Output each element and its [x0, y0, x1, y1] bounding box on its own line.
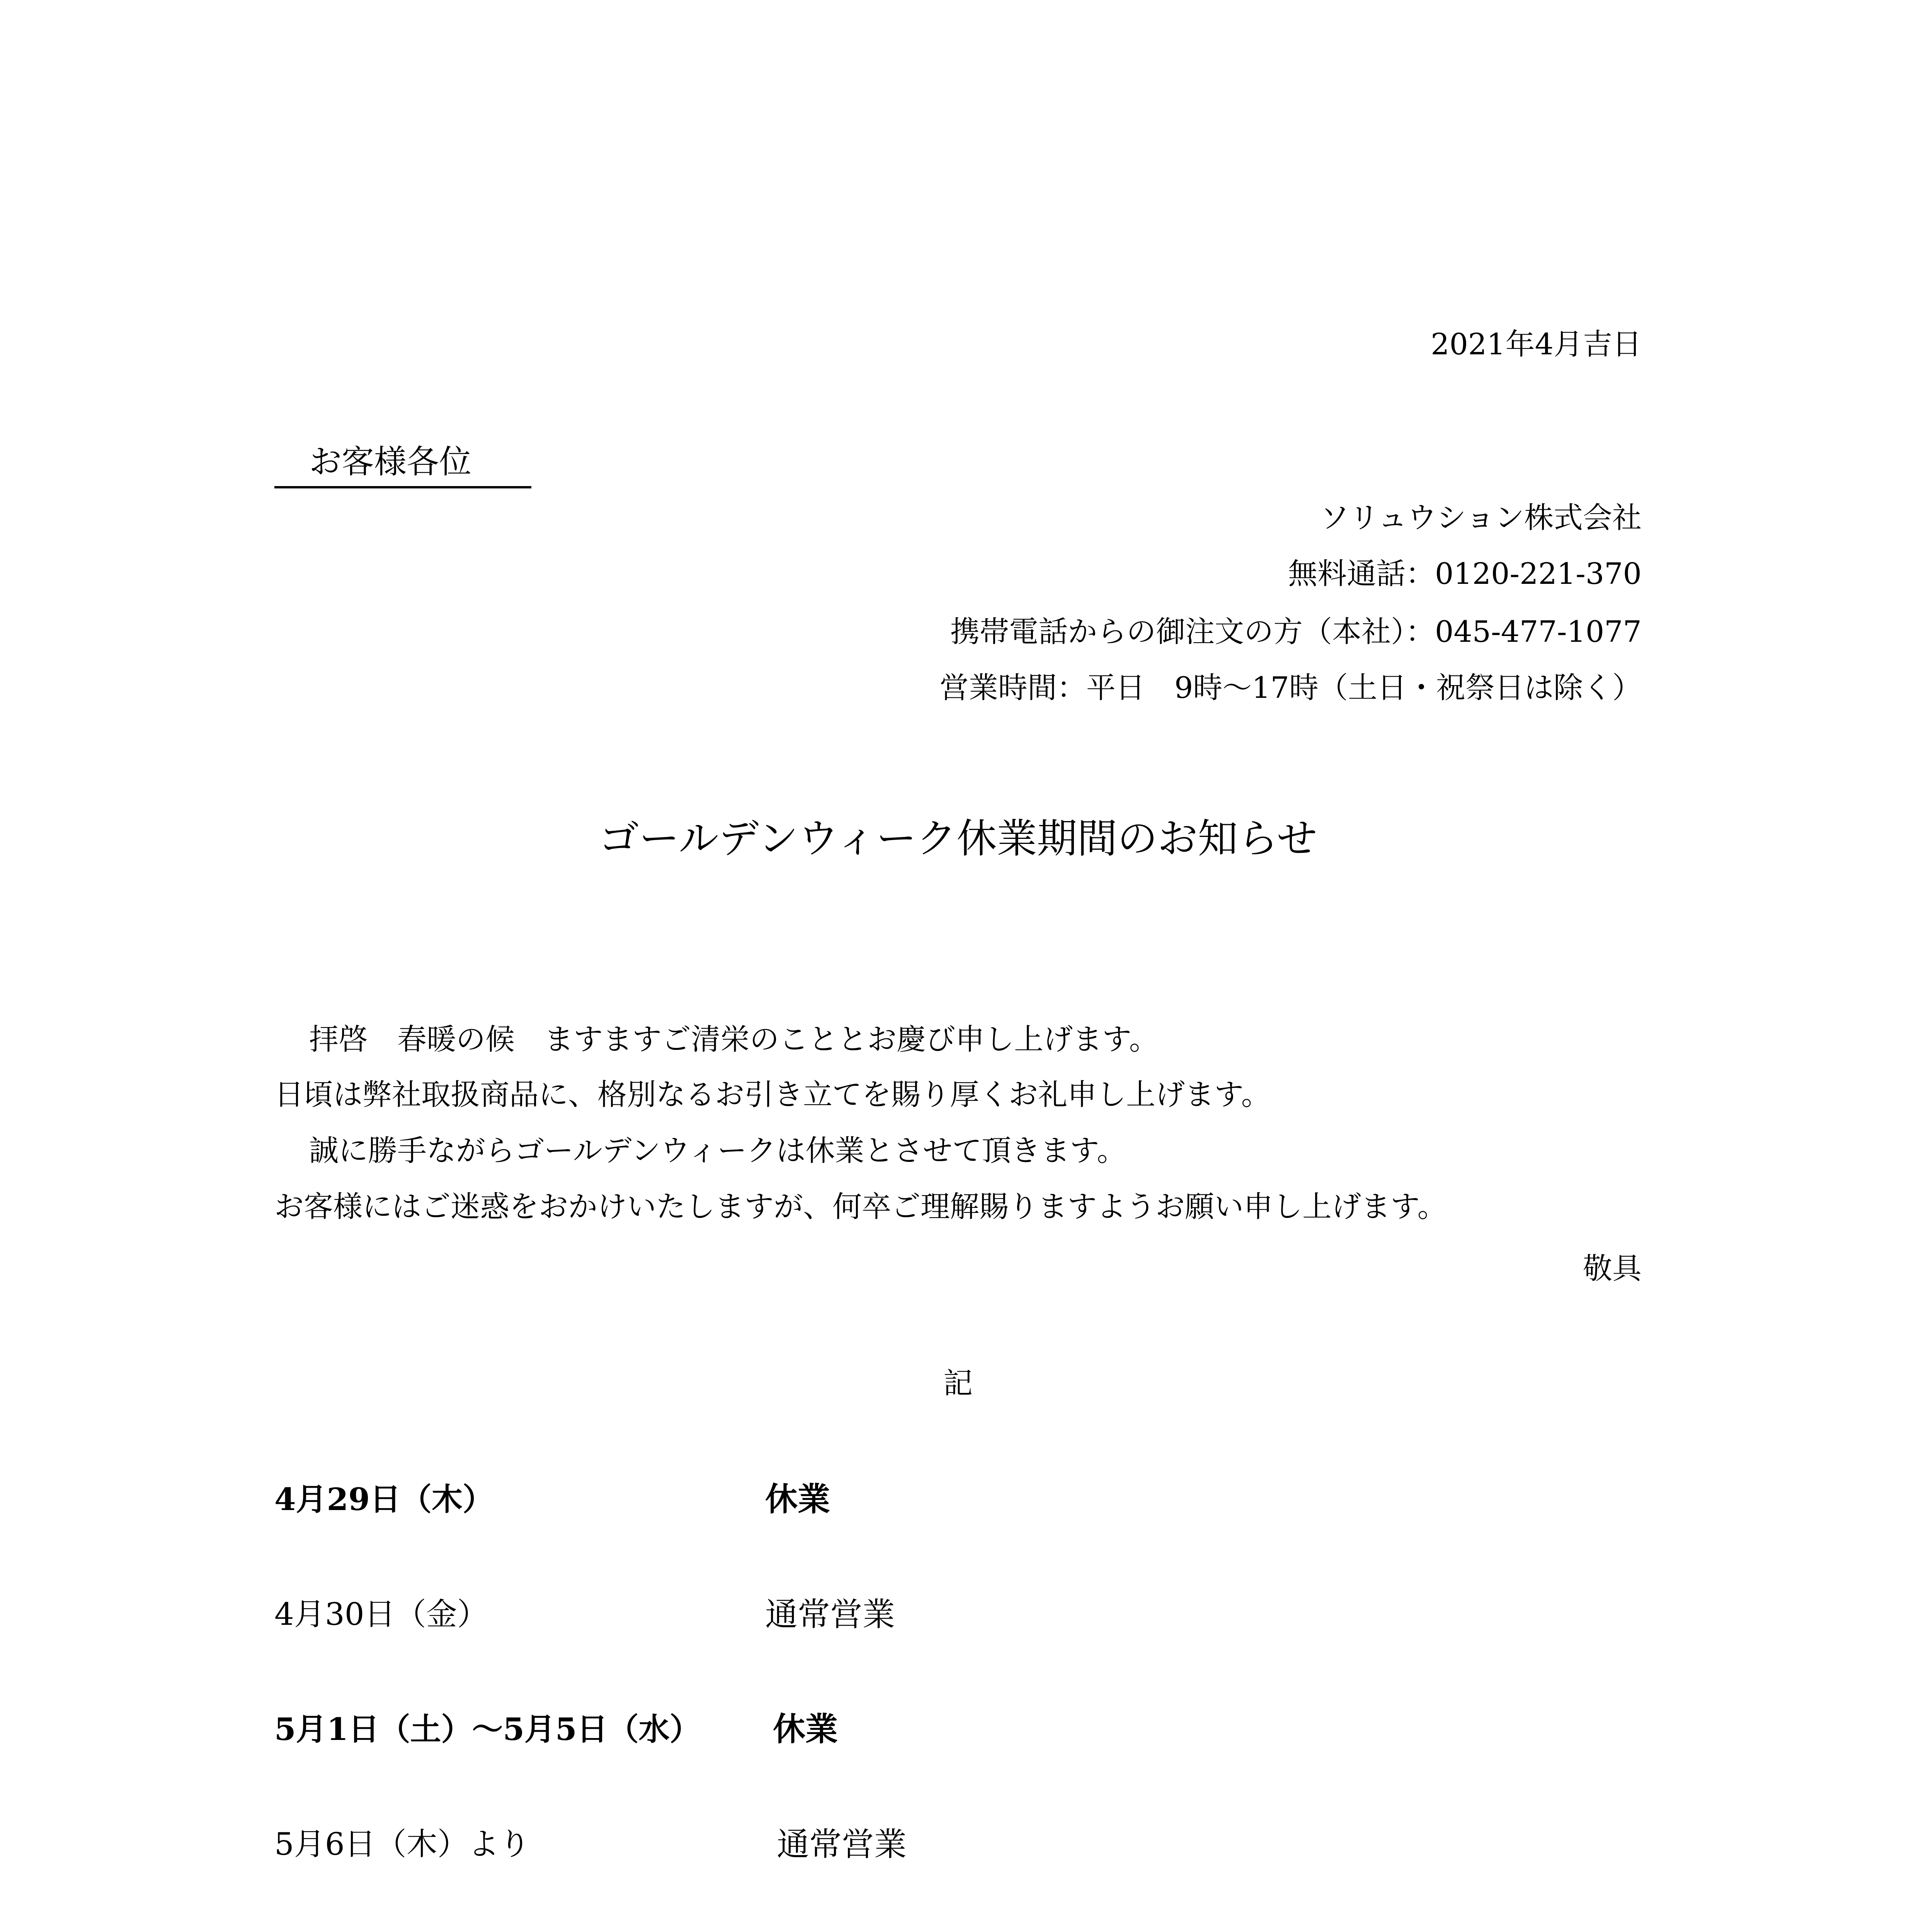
schedule-date-2: 4月30日（金）	[274, 1596, 488, 1632]
page-title: ゴールデンウィーク休業期間のお知らせ	[599, 815, 1317, 862]
letter-line-3: 誠に勝手ながらゴールデンウィークは休業とさせて頂きます。	[309, 1133, 1126, 1168]
letter-line-2: 日頃は弊社取扱商品に、格別なるお引き立てを賜り厚くお礼申し上げます。	[274, 1077, 1271, 1112]
recipient-underline	[274, 486, 531, 488]
schedule-date-3: 5月1日（土）～5月5日（水）	[274, 1711, 701, 1747]
document-date: 2021年4月吉日	[1431, 327, 1642, 361]
schedule-status-2: 通常営業	[765, 1595, 895, 1633]
letter-closing: 敬具	[1583, 1251, 1642, 1286]
recipient: お客様各位	[309, 443, 472, 481]
schedule-status-3: 休業	[773, 1710, 838, 1748]
ki-heading: 記	[943, 1366, 973, 1400]
schedule-date-4: 5月6日（木）より	[274, 1826, 530, 1862]
letter-line-1: 拝啓 春暖の候 ますますご清栄のこととお慶び申し上げます。	[309, 1022, 1159, 1056]
schedule-status-4: 通常営業	[777, 1825, 907, 1863]
free-dial: 無料通話：0120-221-370	[1288, 556, 1642, 591]
letter-line-4: お客様にはご迷惑をおかけいたしますが、何卒ご理解賜りますようお願い申し上げます。	[274, 1189, 1447, 1224]
mobile-order-number: 携帯電話からの御注文の方（本社）：045-477-1077	[950, 614, 1642, 649]
business-hours: 営業時間：平日 9時～17時（土日・祝祭日は除く）	[939, 670, 1642, 705]
schedule-date-1: 4月29日（木）	[274, 1481, 493, 1517]
company-name: ソリュウション株式会社	[1320, 500, 1642, 535]
schedule-status-1: 休業	[765, 1480, 830, 1518]
